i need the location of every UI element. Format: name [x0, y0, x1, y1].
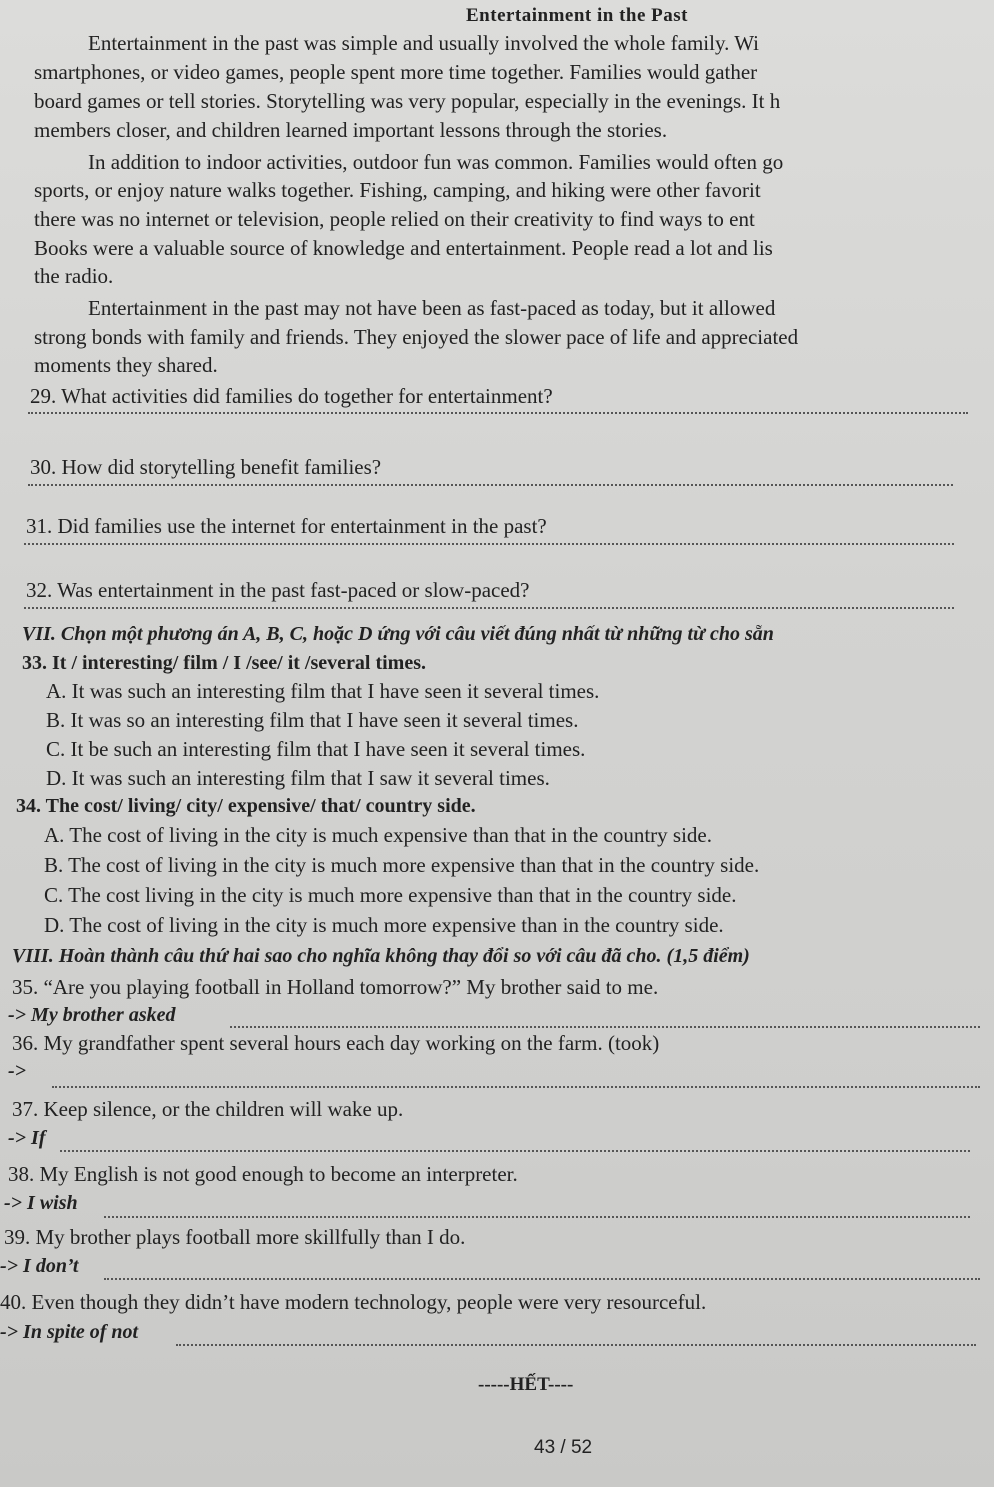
question-35: 35. “Are you playing football in Holland tomorrow?” My brother said to me. — [12, 975, 659, 999]
answer-lead-36: -> — [8, 1060, 27, 1082]
option-33-b[interactable]: B. It was so an interesting film that I have seen it several times. — [46, 708, 579, 732]
passage-line: Entertainment in the past was simple and usually involved the whole family. Wi — [88, 31, 760, 55]
question-33-prompt: 33. It / interesting/ film / I /see/ it /several times. — [22, 652, 426, 674]
passage-line: board games or tell stories. Storytelling was very popular, especially in the evenings. It h — [34, 89, 781, 113]
question-38: 38. My English is not good enough to become an interpreter. — [8, 1162, 518, 1186]
passage-line: members closer, and children learned important lessons through the stories. — [34, 118, 668, 142]
answer-line-31[interactable] — [24, 543, 954, 545]
end-mark: -----HẾT---- — [478, 1374, 574, 1395]
answer-lead-39: -> I don’t — [0, 1255, 79, 1277]
passage-line: In addition to indoor activities, outdoor fun was common. Families would often go — [88, 150, 784, 174]
question-37: 37. Keep silence, or the children will wake up. — [12, 1097, 404, 1121]
option-33-d[interactable]: D. It was such an interesting film that I saw it several times. — [46, 766, 550, 790]
answer-line-38[interactable] — [104, 1216, 970, 1218]
passage-title: Entertainment in the Past — [466, 5, 689, 26]
answer-line-39[interactable] — [104, 1278, 980, 1280]
question-40: 40. Even though they didn’t have modern technology, people were very resourceful. — [0, 1290, 707, 1314]
answer-line-37[interactable] — [60, 1150, 970, 1152]
answer-line-30[interactable] — [28, 484, 953, 486]
question-36: 36. My grandfather spent several hours each day working on the farm. (took) — [12, 1031, 660, 1055]
answer-lead-40: -> In spite of not — [0, 1321, 139, 1343]
option-34-b[interactable]: B. The cost of living in the city is much more expensive than that in the country side. — [44, 853, 760, 877]
answer-line-35[interactable] — [230, 1026, 980, 1028]
option-33-c[interactable]: C. It be such an interesting film that I have seen it several times. — [46, 737, 586, 761]
passage-line: Entertainment in the past may not have been as fast-paced as today, but it allowed — [88, 296, 776, 320]
answer-line-40[interactable] — [176, 1344, 976, 1346]
question-30: 30. How did storytelling benefit families? — [30, 455, 382, 479]
answer-lead-38: -> I wish — [4, 1192, 78, 1214]
answer-lead-35: -> My brother asked — [8, 1004, 176, 1026]
question-39: 39. My brother plays football more skillfully than I do. — [4, 1225, 466, 1249]
page-number: 43 / 52 — [534, 1437, 593, 1458]
section-viii-heading: VIII. Hoàn thành câu thứ hai sao cho nghĩa không thay đổi so với câu đã cho. (1,5 điểm) — [12, 945, 750, 967]
passage-line: sports, or enjoy nature walks together. Fishing, camping, and hiking were other favorit — [34, 178, 761, 202]
question-31: 31. Did families use the internet for entertainment in the past? — [26, 514, 547, 538]
question-32: 32. Was entertainment in the past fast-paced or slow-paced? — [26, 578, 530, 602]
option-34-a[interactable]: A. The cost of living in the city is much expensive than that in the country side. — [44, 823, 712, 847]
answer-line-32[interactable] — [24, 607, 954, 609]
passage-line: there was no internet or television, people relied on their creativity to find ways to ent — [34, 207, 755, 231]
passage-line: the radio. — [34, 264, 114, 288]
option-34-c[interactable]: C. The cost living in the city is much more expensive than that in the country side. — [44, 883, 737, 907]
passage-line: strong bonds with family and friends. They enjoyed the slower pace of life and appreciated — [34, 325, 799, 349]
passage-line: moments they shared. — [34, 353, 218, 377]
question-29: 29. What activities did families do together for entertainment? — [30, 384, 553, 408]
option-34-d[interactable]: D. The cost of living in the city is much more expensive than in the country side. — [44, 913, 724, 937]
option-33-a[interactable]: A. It was such an interesting film that I have seen it several times. — [46, 679, 600, 703]
section-vii-heading: VII. Chọn một phương án A, B, C, hoặc D ứng với câu viết đúng nhất từ những từ cho sẵn — [22, 623, 774, 645]
answer-lead-37: -> If — [8, 1127, 46, 1149]
answer-line-29[interactable] — [28, 412, 968, 414]
passage-line: smartphones, or video games, people spent more time together. Families would gather — [34, 60, 758, 84]
passage-line: Books were a valuable source of knowledge and entertainment. People read a lot and lis — [34, 236, 773, 260]
answer-line-36[interactable] — [52, 1086, 980, 1088]
question-34-prompt: 34. The cost/ living/ city/ expensive/ that/ country side. — [16, 795, 476, 817]
